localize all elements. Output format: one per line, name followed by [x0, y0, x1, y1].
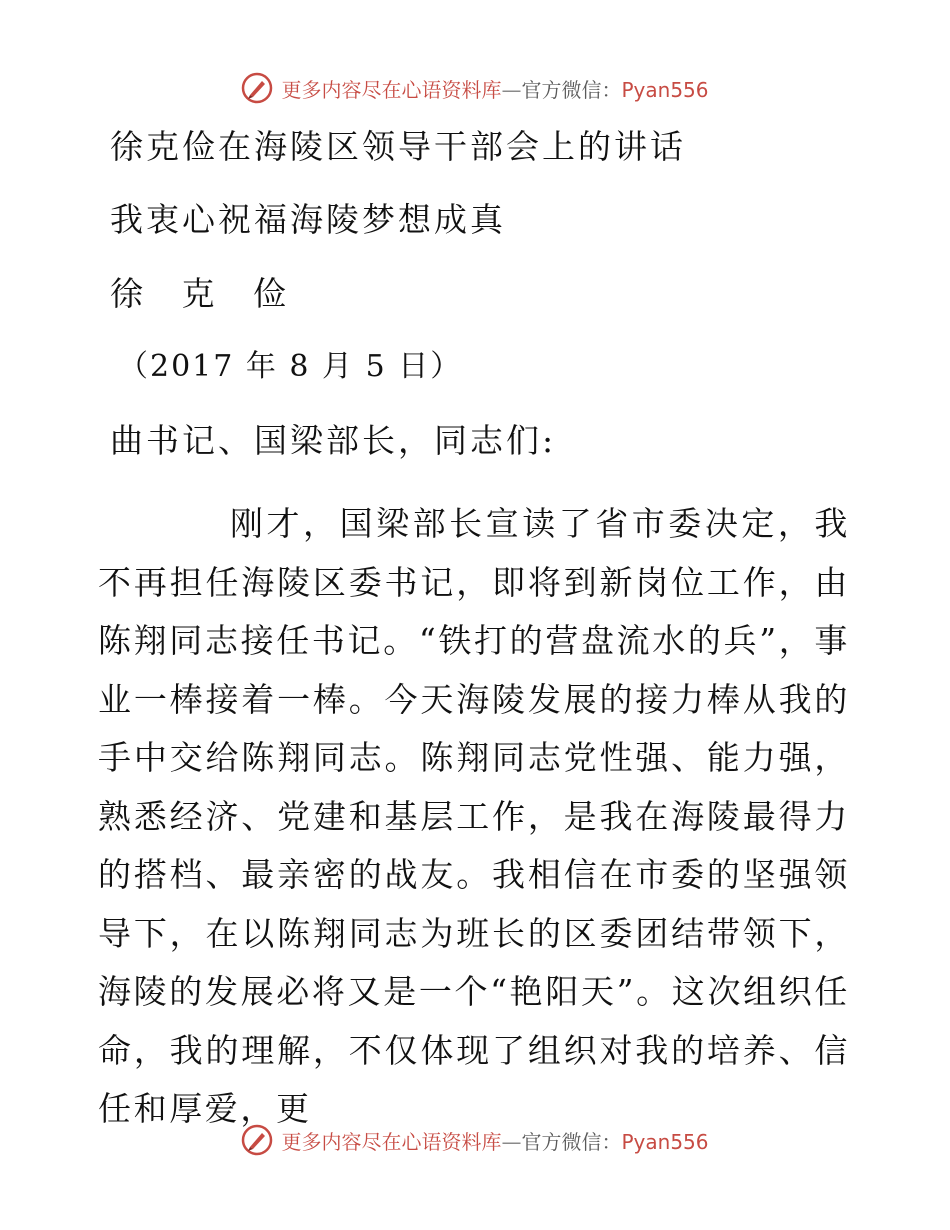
document-salutation: 曲书记、国梁部长，同志们: [110, 421, 557, 460]
header-watermark [0, 68, 950, 108]
document-subtitle: 我衷心祝福海陵梦想成真 [110, 200, 506, 239]
footer-watermark [0, 1120, 950, 1160]
document-author: 徐 克 俭 [110, 274, 300, 313]
watermark-text: 更多内容尽在心语资料库—官方微信：Pyan556 [281, 77, 709, 102]
document-date: （2017 年 8 月 5 日） [118, 349, 463, 384]
watermark-text: 更多内容尽在心语资料库—官方微信：Pyan556 [281, 1129, 709, 1154]
document-title: 徐克俭在海陵区领导干部会上的讲话 [110, 127, 686, 166]
pen-logo-icon [241, 72, 273, 104]
body-paragraph: 刚才，国梁部长宣读了省市委决定，我不再担任海陵区委书记，即将到新岗位工作，由陈翔同志接任书记。“铁打的营盘流水的兵”，事业一棒接着一棒。今天海陵发展的接力棒从我的手中交给陈翔同志。陈翔同志党性强、能力强，熟悉经济、党建和基层工作，是我在海陵最得力的搭档、最亲密的战友。我相信在市委的坚强领导下，在以陈翔同志为班长的区委团结带领下，海陵的发展必将又是一个“艳阳天”。这次组织任命，我的理解，不仅体现了组织对我的培养、信任和厚爱，更 [98, 504, 850, 1128]
pen-logo-icon [241, 1124, 273, 1156]
